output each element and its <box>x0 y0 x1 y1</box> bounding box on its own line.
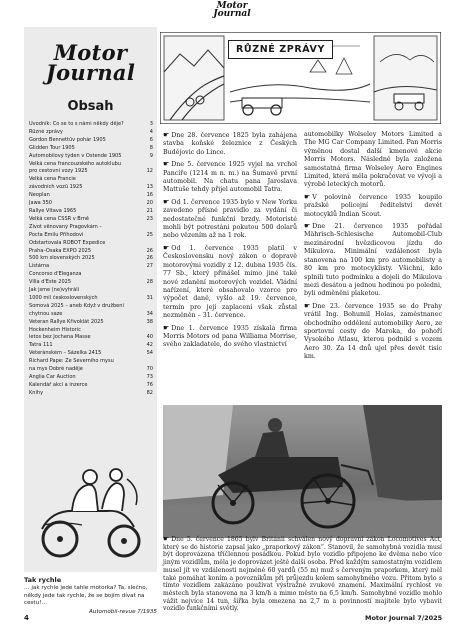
news-column-right <box>304 131 442 365</box>
toc-entry-title: Úvodník: Co se to s námi někdy děje? <box>29 121 124 127</box>
toc-entry-title: závodních vozů 1925 <box>29 184 83 191</box>
news-item <box>304 131 442 190</box>
news-item <box>163 324 297 350</box>
toc-heading: Obsah <box>67 99 114 114</box>
toc-entry-page: 26 <box>146 247 153 254</box>
news-item <box>163 244 297 321</box>
toc-entry-title: na mys Dobré naděje <box>29 366 83 373</box>
toc-entry <box>29 161 153 169</box>
caption-body: … jak rychle jede tahle motorka? Ta, slečno, někdy jede tak rychle, že se bojím dívat na cestu!… <box>24 585 148 607</box>
toc-entry <box>29 176 153 184</box>
toc-entry <box>29 208 153 216</box>
toc-entry <box>29 240 153 248</box>
toc-entry-page: 73 <box>146 374 153 380</box>
toc-entry-page: 26 <box>146 255 153 262</box>
toc-entry <box>29 137 153 145</box>
pointing-hand-icon: ☛ <box>163 535 170 543</box>
toc-entry-title: Jak jsme (ne)vyhráli <box>29 287 80 294</box>
toc-entry-page: 25 <box>146 231 153 238</box>
pointing-hand-icon: ☛ <box>163 197 170 206</box>
toc-entry <box>29 358 153 366</box>
magazine-logo: Motor Journal <box>45 40 136 85</box>
news-item-text: automobilky Wolseley Motors Limited a The MG Car Company Limited. Pan Morris výměnou dostal další kmenové akcie Morris Motors. Následně byla založena samostatná firma Wolseley Aero Engines Limited, která měla pokračovat ve vývoji a výrobě leteckých motorů. <box>304 131 442 189</box>
toc-entry-title: chytnou saze <box>29 310 63 317</box>
toc-entry-title: pro cestovní vozy 1925 <box>29 168 88 175</box>
toc-entry-page: 82 <box>146 389 153 396</box>
pointing-hand-icon: ☛ <box>304 222 311 231</box>
toc-entry-title: Gordon Bennettův pohár 1905 <box>29 136 106 143</box>
sidebar-contents <box>24 27 157 572</box>
toc-entry-page: 8 <box>149 144 153 151</box>
caption-source: Automobil-revue 7/1935 <box>88 608 157 615</box>
toc-entry <box>29 366 153 374</box>
toc-entry-page: 42 <box>146 342 153 349</box>
toc-entry <box>29 224 153 232</box>
news-item <box>163 198 297 241</box>
toc-entry-page: 27 <box>146 263 153 270</box>
toc-entry-page: 16 <box>146 192 153 199</box>
toc-entry-page <box>151 240 153 248</box>
toc-entry-page: 31 <box>146 294 153 301</box>
toc-entry <box>29 129 153 137</box>
toc-entry-page: 13 <box>146 184 153 191</box>
toc-entry-page: 28 <box>146 279 153 286</box>
table-of-contents <box>29 121 153 398</box>
toc-entry-page <box>151 303 153 311</box>
news-column-left <box>163 131 297 353</box>
toc-entry-page: 34 <box>146 310 153 317</box>
toc-entry-title: letos bez Jochena Masse <box>29 334 91 341</box>
news-item-text: Dne 5. července 1925 vyjel na vrchol Pancíře (1214 m n. m.) na Šumavě první automobil. Na chatu pana Jaroslava Mattuše tehdy přijel automobil Tatra. <box>163 161 297 194</box>
toc-entry-title: Pocta Emilu Příhodovi <box>29 231 84 238</box>
toc-entry-title: Veteran Rallye Křivoklát 2025 <box>29 318 104 325</box>
toc-entry-page <box>151 287 153 295</box>
toc-entry-title: Život věnovaný Pragovkám – <box>29 223 102 230</box>
toc-entry-page: 76 <box>146 381 153 388</box>
toc-entry-page: 38 <box>146 318 153 325</box>
toc-entry-title: Praha–Osaka EXPO 2025 <box>29 247 92 254</box>
pointing-hand-icon: ☛ <box>163 160 170 169</box>
toc-entry <box>29 350 153 358</box>
pointing-hand-icon: ☛ <box>304 192 311 201</box>
pointing-hand-icon: ☛ <box>163 243 170 252</box>
toc-entry-title: Anglia Car Auction <box>29 374 76 380</box>
toc-entry-title: Odstartovala ROBOT Expedice <box>29 239 106 246</box>
toc-entry-title: Velká cena Francie <box>29 176 76 183</box>
news-item <box>304 222 442 299</box>
toc-entry-title: Velká cena francouzského autoklubu <box>29 160 122 167</box>
toc-entry <box>29 168 153 176</box>
toc-entry <box>29 216 153 224</box>
photo-caption <box>163 536 442 613</box>
toc-entry-page <box>151 327 153 335</box>
toc-entry <box>29 153 153 161</box>
issue-label: Motor Journal 7/2025 <box>365 614 443 622</box>
toc-entry <box>29 184 153 192</box>
toc-entry-title: Villa d'Este 2025 <box>29 279 72 286</box>
news-item <box>163 160 297 195</box>
page-number: 4 <box>24 614 29 622</box>
news-item-text: Dne 1. července 1935 získala firma Morris Motors od pana Williama Morrise, svého zakladatele, do svého vlastnictví <box>163 324 297 349</box>
toc-entry <box>29 295 153 303</box>
toc-entry-title: Kalendář akcí a inzerce <box>29 381 88 388</box>
toc-entry-page <box>151 358 153 366</box>
toc-entry-page: 54 <box>146 350 153 357</box>
toc-entry-title: Velká cena ČSSR v Brně <box>29 215 90 222</box>
toc-entry-title: Jawa 350 <box>29 200 52 207</box>
toc-entry-title: 500 km slovenských 2025 <box>29 255 95 262</box>
toc-entry <box>29 303 153 311</box>
toc-entry-title: Neoplan <box>29 192 50 199</box>
toc-entry-title: Listárna <box>29 263 50 270</box>
toc-entry <box>29 287 153 295</box>
toc-entry <box>29 248 153 256</box>
toc-entry-page <box>151 161 153 169</box>
sidebar-cartoon-caption <box>24 576 157 616</box>
toc-entry <box>29 342 153 350</box>
pointing-hand-icon: ☛ <box>304 301 311 310</box>
toc-entry <box>29 255 153 263</box>
toc-entry-title: Glidden Tour 1905 <box>29 144 75 151</box>
news-item-text: Od 1. července 1935 platil v Československu nový zákon o dopravě motorovými vozidly z 12. dubna 1935 čís. 77 Sb., který přinášel mimo jiné také nové zdanění motorových vozidel. Vládní nařízení, které obsahovalo vzorce pro výpočet daně, vyšlo až 19. července, termín pro její zaplacení však zůstal nezměněn – 31. července. <box>163 244 297 320</box>
toc-entry-page <box>151 271 153 279</box>
toc-entry <box>29 319 153 327</box>
news-item <box>163 131 297 157</box>
news-item-text: Dne 23. července 1935 se do Prahy vrátil Ing. Bohumil Holas, zaměstnanec obchodního oddělení automobilky Aero, ze sportovní cesty do Maroka, do pohoří Vysokého Atlasu, kterou podnikl s vozem Aero 30. Za 14 dnů ujel přes devět tisíc km. <box>304 302 442 361</box>
toc-entry <box>29 192 153 200</box>
news-item <box>304 193 442 219</box>
toc-entry <box>29 382 153 390</box>
toc-entry-page: 3 <box>149 121 153 127</box>
toc-entry-page: 70 <box>146 366 153 373</box>
news-item-text: Dne 28. července 1825 byla zahájena stavba koňské železnice z Českých Budějovic do Lince. <box>163 132 297 156</box>
toc-entry-page: 23 <box>146 215 153 222</box>
toc-entry <box>29 232 153 240</box>
toc-entry <box>29 279 153 287</box>
toc-entry <box>29 374 153 382</box>
toc-entry-title: Richard Pape: Ze Severního mysu <box>29 358 114 365</box>
news-item-text: Dne 21. července 1935 pořádal Mährisch-Schlesische Automobil-Club mezinárodní hvězdicovou jízdu do Mikulova. Minimální vzdálenost byla stanovena na 100 km pro automobilisty a 80 km pro motocyklisty. Všichni, kdo splnili tuto podmínku a dojeli do Mikulova mezi desátou a jednou hodinou po poledni, byli odměněni plaketou. <box>304 223 442 298</box>
header-mini-logo: Motor Journal <box>213 1 251 19</box>
toc-entry-title: Různé zprávy <box>29 128 63 135</box>
toc-entry-title: Somová 2025 – aneb Když v družbeni <box>29 302 124 309</box>
news-item <box>304 302 442 362</box>
toc-entry <box>29 263 153 271</box>
toc-entry-page: 9 <box>149 152 153 159</box>
pointing-hand-icon: ☛ <box>163 323 170 332</box>
pointing-hand-icon: ☛ <box>163 131 170 139</box>
news-item-text: Od 1. července 1935 bylo v New Yorku zavedeno přísné pravidlo za vydání či nedostatečné funkční brzdy. Motoristé mohli být potrestáni pokutou 500 dolarů nebo vězením až na 1 rok. <box>163 198 297 240</box>
toc-entry <box>29 271 153 279</box>
toc-entry-page: 21 <box>146 207 153 214</box>
page-header <box>0 0 465 22</box>
toc-entry-title: Veteránském – Sázelka 2415 <box>29 350 102 357</box>
toc-entry-title: Knihy <box>29 389 44 396</box>
toc-entry-page <box>151 176 153 184</box>
toc-entry <box>29 390 153 398</box>
toc-entry <box>29 311 153 319</box>
toc-entry-title: Automobilový týden v Ostende 1905 <box>29 152 122 159</box>
toc-entry <box>29 200 153 208</box>
toc-entry-page: 40 <box>146 334 153 341</box>
toc-entry-title: Tatra 111 <box>29 342 53 349</box>
news-item-text: V polovině července 1935 koupilo pražské policejní ředitelství devět motocyklů Indian Scout. <box>304 193 442 218</box>
section-title: RŮZNÉ ZPRÁVY <box>228 40 333 59</box>
toc-entry-page: 4 <box>149 128 153 135</box>
caption-title: Tak rychle <box>24 576 62 584</box>
toc-entry-title: Hockenheim Historic <box>29 326 81 333</box>
toc-entry <box>29 145 153 153</box>
toc-entry <box>29 334 153 342</box>
toc-entry-page <box>151 224 153 232</box>
toc-entry-page: 6 <box>149 136 153 143</box>
photo-caption-text: Dne 5. července 1865 bylv Británii schválen nový dopravní zákon Locomotives Act, který se do historie zapsal jako „praporkový zákon“. Stanovil, že samohybná vozidla musí být doprovázena tříčlennou posádkou. Pokud bylo vozidlo připojeno ke dvěma nebo více jiným vozidlům, měla je doprovázet ještě další osoba. Před každým samostatným vozidlem musel jít ve vzdálenosti nejméně 60 yardů (55 m) muž s červeným praporkem, který měl také pomáhat koním a povozníkům při průjezdu kolem samohybného vozu. Přitom bylo s tímto vozidlem zakázáno používat výstražné zvukové znamení. Maximální rychlost ve městech byla stanovena na 3 km/h a mimo město na 6,5 km/h. Samohybné vozidlo mohlo vážit nejvíce 14 tun, šířka byla omezena na 2,7 m a povinností majitele bylo vybavit vozidlo funkčními světly. <box>163 536 442 613</box>
toc-entry-title: Concorso d'Eleganza <box>29 271 82 278</box>
toc-entry-title: Rallye Vltava 1965 <box>29 207 77 214</box>
toc-entry <box>29 121 153 129</box>
toc-entry-page: 20 <box>146 200 153 207</box>
toc-entry <box>29 327 153 335</box>
sidecar-illustration <box>32 449 150 567</box>
historic-car-photo <box>163 405 442 538</box>
toc-entry-page: 12 <box>146 168 153 175</box>
toc-entry-title: 1000 mil československých <box>29 294 98 301</box>
